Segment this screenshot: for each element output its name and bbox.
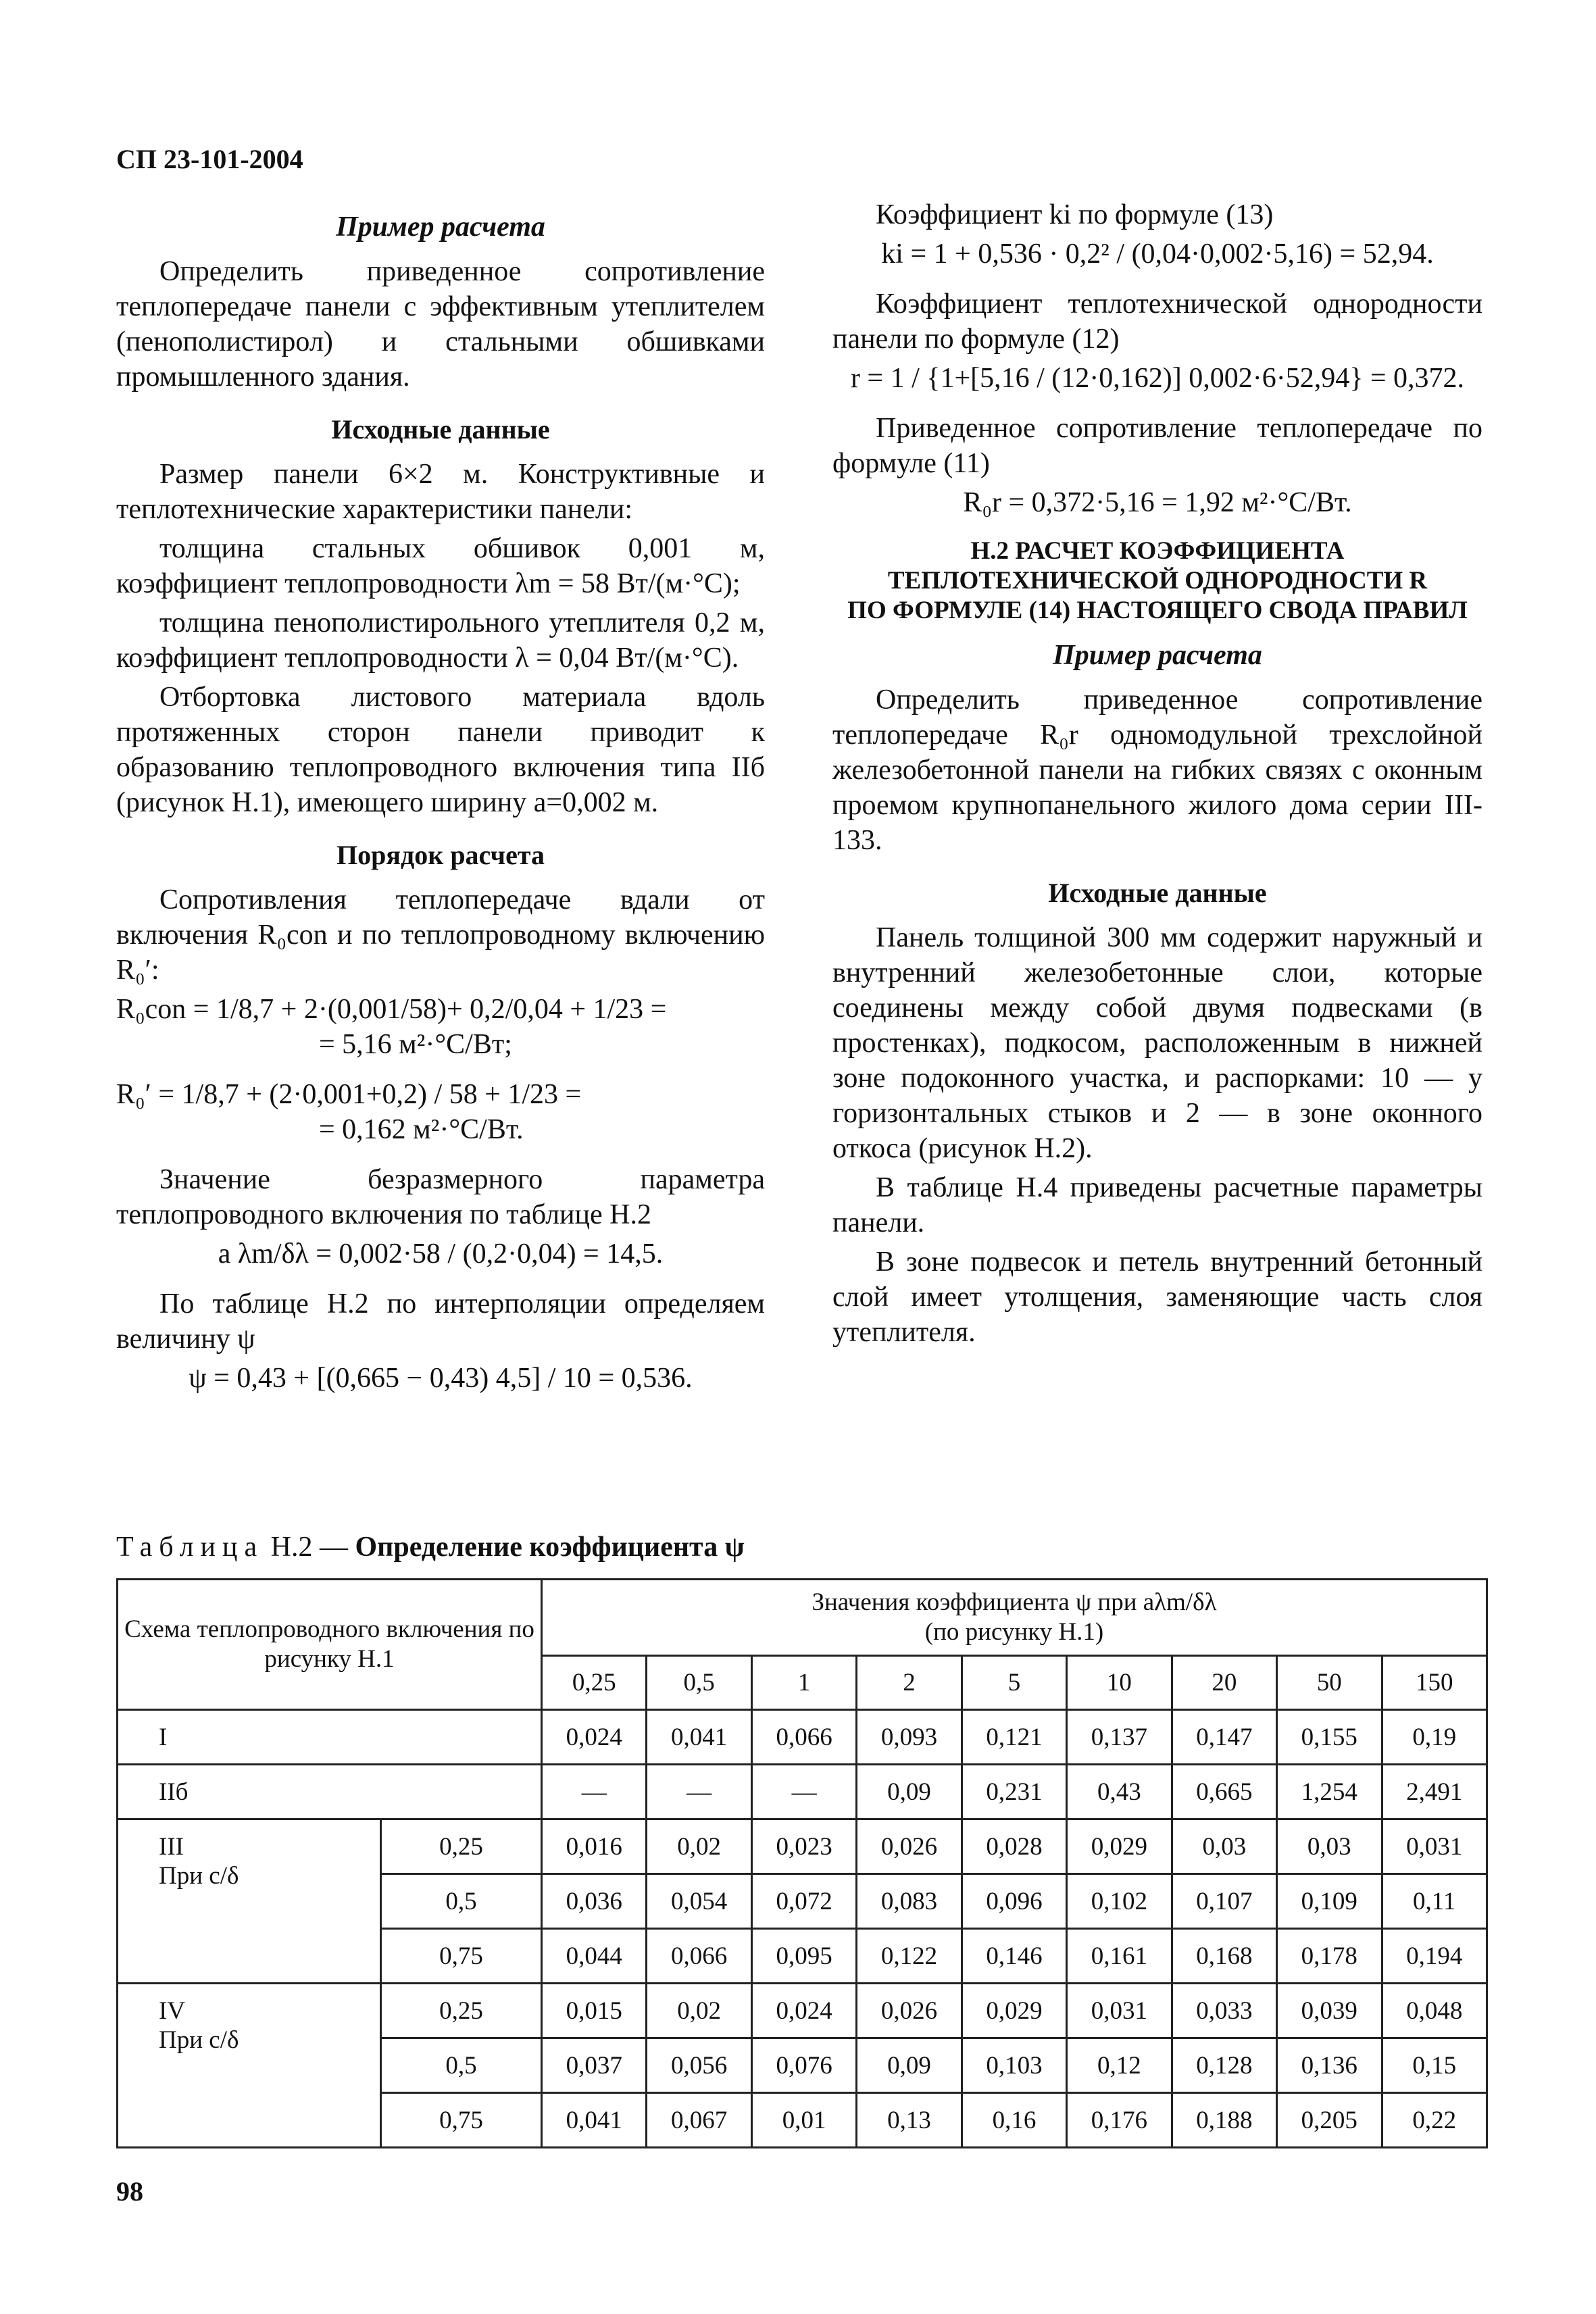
table-ref-paragraph: В таблице Н.4 приведены расчетные параметры панели. — [832, 1172, 1482, 1238]
table-cell: 0,136 — [1277, 2038, 1382, 2093]
thickening-paragraph: В зоне подвесок и петель внутренний бетонный слой имеет утолщения, заменяющие часть слоя утеплителя. — [832, 1247, 1482, 1348]
table-cell: 0,037 — [542, 2038, 647, 2093]
document-code: СП 23-101-2004 — [116, 144, 303, 174]
left-column — [116, 197, 765, 1411]
table-cell: 0,146 — [962, 1929, 1066, 1984]
table-cell: 0,188 — [1172, 2093, 1276, 2148]
table-cell: 0,015 — [542, 1984, 647, 2038]
formula-ki: ki = 1 + 0,536 · 0,2² / (0,04·0,002·5,16) = 52,94. — [881, 238, 1434, 270]
table-row — [118, 1765, 1487, 1819]
column-header: 2 — [857, 1656, 962, 1710]
table-caption-word: Таблица — [116, 1532, 264, 1563]
panel-paragraph: Панель толщиной 300 мм содержит наружный и внутренний железобетонные слои, которые соединены между собой двумя подвесками (в простенках), подкосом, расположенным в нижней зоне подоконного участка, и распорками: 10 — у горизонтальных стыков и 2 — в зоне оконного откоса (рисунок Н.2). — [832, 922, 1482, 1164]
example-heading-2: Пример расчета — [1053, 640, 1262, 671]
table-caption-title: Определение коэффициента ψ — [355, 1532, 745, 1563]
table-cell: 0,15 — [1382, 2038, 1487, 2093]
table-row — [118, 1710, 1487, 1765]
page-number: 98 — [116, 2176, 143, 2207]
table-cell: 0,03 — [1172, 1819, 1276, 1874]
table-cell: 0,028 — [962, 1819, 1066, 1874]
row-label-I: I — [118, 1710, 542, 1765]
table-cell: — — [647, 1765, 751, 1819]
column-header: 0,25 — [542, 1656, 647, 1710]
source-paragraph-insulation: толщина пенополистирольного утеплителя 0,2 м, коэффициент теплопроводности λ = 0,04 Вт/(м·°С). — [116, 607, 765, 674]
table-cell: — — [751, 1765, 856, 1819]
formula-r-prime-line-1: R₀′ = 1/8,7 + (2·0,001+0,2) / 58 + 1/23 = — [116, 1079, 582, 1110]
table-cell: 0,137 — [1067, 1710, 1172, 1765]
group-label-IV-ratio: При c/δ — [159, 2026, 239, 2054]
table-cell: 0,067 — [647, 2093, 751, 2148]
source-data-heading: Исходные данные — [331, 414, 550, 445]
task-paragraph: Определить приведенное сопротивление теплопередаче R₀r одномодульной трехслойной железобетонной панели на гибких связях с оконным проемом крупнопанельного жилого дома серии III-133. — [832, 684, 1482, 856]
table-cell: — — [542, 1765, 647, 1819]
table-cell: 0,178 — [1277, 1929, 1382, 1984]
ratio-cell: 0,75 — [381, 2093, 542, 2148]
table-cell: 0,121 — [962, 1710, 1066, 1765]
table-cell: 2,491 — [1382, 1765, 1487, 1819]
formula-r0: R₀r = 0,372·5,16 = 1,92 м²·°С/Вт. — [963, 487, 1352, 518]
table-cell: 0,041 — [542, 2093, 647, 2148]
table-cell: 0,02 — [647, 1819, 751, 1874]
table-cell: 0,093 — [857, 1710, 962, 1765]
formula-psi: ψ = 0,43 + [(0,665 − 0,43) 4,5] / 10 = 0,536. — [189, 1363, 693, 1394]
group-label-III-ratio: При c/δ — [159, 1862, 239, 1890]
table-cell: 0,128 — [1172, 2038, 1276, 2093]
table-cell: 0,205 — [1277, 2093, 1382, 2148]
row-label-IIb: IIб — [118, 1765, 542, 1819]
table-cell: 0,026 — [857, 1984, 962, 2038]
psi-table — [116, 1578, 1488, 2148]
table-cell: 0,02 — [647, 1984, 751, 2038]
table-cell: 0,036 — [542, 1874, 647, 1929]
formula-r-prime-line-2: = 0,162 м²·°С/Вт. — [319, 1114, 524, 1145]
table-cell: 0,054 — [647, 1874, 751, 1929]
table-caption — [116, 1531, 745, 1563]
table-cell: 0,048 — [1382, 1984, 1487, 2038]
source-paragraph-size: Размер панели 6×2 м. Конструктивные и теплотехнические характеристики панели: — [116, 459, 765, 525]
table-cell: 0,066 — [751, 1710, 856, 1765]
group-label-IV — [118, 1984, 381, 2148]
column-header: 5 — [962, 1656, 1066, 1710]
scheme-header: Схема теплопроводного включения по рисунку Н.1 — [118, 1580, 542, 1710]
table-cell: 0,194 — [1382, 1929, 1487, 1984]
table-cell: 0,041 — [647, 1710, 751, 1765]
table-cell: 0,023 — [751, 1819, 856, 1874]
table-cell: 0,076 — [751, 2038, 856, 2093]
ki-paragraph: Коэффициент ki по формуле (13) — [876, 199, 1274, 230]
table-cell: 0,102 — [1067, 1874, 1172, 1929]
table-cell: 0,665 — [1172, 1765, 1276, 1819]
column-header: 0,5 — [647, 1656, 751, 1710]
ratio-cell: 0,25 — [381, 1819, 542, 1874]
interpolation-paragraph: По таблице Н.2 по интерполяции определяем величину ψ — [116, 1288, 765, 1355]
table-cell: 0,033 — [1172, 1984, 1276, 2038]
table-cell: 0,231 — [962, 1765, 1066, 1819]
formula-r-prime — [116, 1077, 765, 1147]
table-cell: 0,056 — [647, 2038, 751, 2093]
section-heading-line-1: Н.2 РАСЧЕТ КОЭФФИЦИЕНТА — [970, 537, 1345, 565]
table-cell: 0,13 — [857, 2093, 962, 2148]
table-cell: 0,16 — [962, 2093, 1066, 2148]
formula-r-con-line-1: R₀con = 1/8,7 + 2·(0,001/58)+ 0,2/0,04 + 1/23 = — [116, 994, 667, 1025]
ratio-cell: 0,25 — [381, 1984, 542, 2038]
table-cell: 0,09 — [857, 1765, 962, 1819]
table-row — [118, 1984, 1487, 2038]
column-header: 20 — [1172, 1656, 1276, 1710]
ratio-cell: 0,5 — [381, 1874, 542, 1929]
table-cell: 0,031 — [1067, 1984, 1172, 2038]
section-heading-line-3: ПО ФОРМУЛЕ (14) НАСТОЯЩЕГО СВОДА ПРАВИЛ — [847, 597, 1468, 624]
table-cell: 0,01 — [751, 2093, 856, 2148]
ratio-cell: 0,75 — [381, 1929, 542, 1984]
table-cell: 0,161 — [1067, 1929, 1172, 1984]
source-paragraph-flanging: Отбортовка листового материала вдоль протяженных сторон панели приводит к образованию теплопроводного включения типа IIб (рисунок Н.1), имеющего ширину a=0,002 м. — [116, 682, 765, 818]
table-cell: 0,168 — [1172, 1929, 1276, 1984]
group-label-IV-roman: IV — [159, 1997, 186, 2025]
section-heading-line-2: ТЕПЛОТЕХНИЧЕСКОЙ ОДНОРОДНОСТИ R — [887, 567, 1428, 595]
r0-paragraph: Приведенное сопротивление теплопередаче по формуле (11) — [832, 413, 1482, 479]
column-header: 150 — [1382, 1656, 1487, 1710]
table-cell: 0,029 — [1067, 1819, 1172, 1874]
table-cell: 0,031 — [1382, 1819, 1487, 1874]
table-cell: 0,016 — [542, 1819, 647, 1874]
table-cell: 0,024 — [542, 1710, 647, 1765]
table-header-row — [118, 1580, 1487, 1656]
values-header-line-2: (по рисунку Н.1) — [924, 1618, 1104, 1646]
table-cell: 0,12 — [1067, 2038, 1172, 2093]
table-cell: 0,024 — [751, 1984, 856, 2038]
table-cell: 0,09 — [857, 2038, 962, 2093]
values-header — [542, 1580, 1487, 1656]
example-intro: Определить приведенное сопротивление теплопередаче панели с эффективным утеплителем (пенополистирол) и стальными обшивками промышленного здания. — [116, 256, 765, 393]
table-cell: 0,026 — [857, 1819, 962, 1874]
table-cell: 0,176 — [1067, 2093, 1172, 2148]
table-cell: 0,066 — [647, 1929, 751, 1984]
table-cell: 0,03 — [1277, 1819, 1382, 1874]
formula-parameter: a λm/δλ = 0,002·58 / (0,2·0,04) = 14,5. — [218, 1238, 664, 1269]
table-cell: 0,11 — [1382, 1874, 1487, 1929]
table-cell: 0,103 — [962, 2038, 1066, 2093]
parameter-paragraph: Значение безразмерного параметра теплопроводного включения по таблице Н.2 — [116, 1164, 765, 1230]
calculation-order-heading: Порядок расчета — [336, 840, 545, 870]
ratio-cell: 0,5 — [381, 2038, 542, 2093]
example-heading: Пример расчета — [336, 211, 545, 243]
table-cell: 1,254 — [1277, 1765, 1382, 1819]
table-cell: 0,044 — [542, 1929, 647, 1984]
table-cell: 0,19 — [1382, 1710, 1487, 1765]
r-paragraph: Коэффициент теплотехнической однородности панели по формуле (12) — [832, 288, 1482, 355]
table-cell: 0,029 — [962, 1984, 1066, 2038]
table-cell: 0,109 — [1277, 1874, 1382, 1929]
formula-r-con-line-2: = 5,16 м²·°С/Вт; — [319, 1029, 512, 1060]
column-header: 50 — [1277, 1656, 1382, 1710]
table-cell: 0,22 — [1382, 2093, 1487, 2148]
values-header-line-1: Значения коэффициента ψ при aλm/δλ — [812, 1588, 1217, 1616]
column-header: 1 — [751, 1656, 856, 1710]
table-cell: 0,083 — [857, 1874, 962, 1929]
table-cell: 0,107 — [1172, 1874, 1276, 1929]
group-label-III — [118, 1819, 381, 1984]
table-cell: 0,43 — [1067, 1765, 1172, 1819]
formula-r-con — [116, 992, 765, 1062]
table-cell: 0,095 — [751, 1929, 856, 1984]
order-paragraph: Сопротивления теплопередаче вдали от включения R₀con и по теплопроводному включению R₀′: — [116, 884, 765, 986]
table-row — [118, 1819, 1487, 1874]
group-label-III-roman: III — [159, 1833, 184, 1861]
table-cell: 0,155 — [1277, 1710, 1382, 1765]
table-caption-number: Н.2 — — [270, 1532, 348, 1563]
table-cell: 0,147 — [1172, 1710, 1276, 1765]
table-cell: 0,039 — [1277, 1984, 1382, 2038]
table-cell: 0,072 — [751, 1874, 856, 1929]
source-paragraph-steel: толщина стальных обшивок 0,001 м, коэффициент теплопроводности λm = 58 Вт/(м·°С); — [116, 533, 765, 599]
table-cell: 0,096 — [962, 1874, 1066, 1929]
column-header: 10 — [1067, 1656, 1172, 1710]
table-cell: 0,122 — [857, 1929, 962, 1984]
right-column — [832, 197, 1482, 1354]
formula-r: r = 1 / {1+[5,16 / (12·0,162)] 0,002·6·52,94} = 0,372. — [850, 363, 1465, 394]
section-heading-h2 — [832, 536, 1482, 626]
source-data-heading-2: Исходные данные — [1048, 878, 1267, 908]
